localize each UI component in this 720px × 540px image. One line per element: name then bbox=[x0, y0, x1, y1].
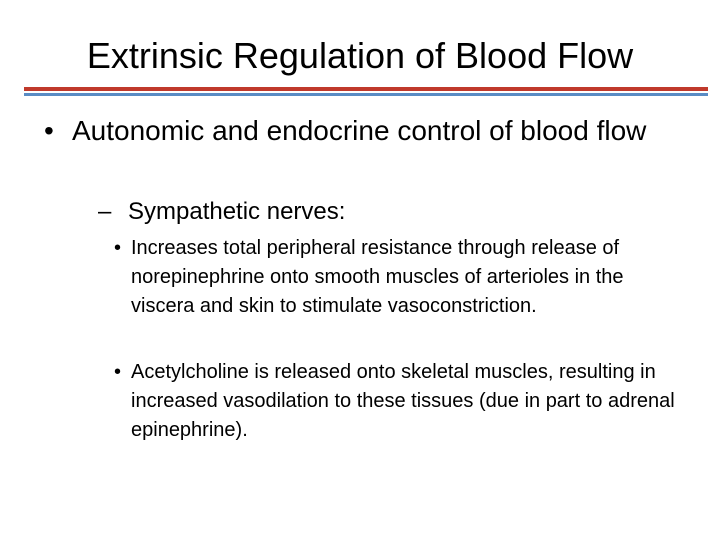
bullet-level3-item bbox=[114, 358, 689, 445]
bullet-level1-text: Autonomic and endocrine control of blood flow bbox=[72, 115, 647, 146]
bullet-dot-icon: • bbox=[114, 361, 122, 383]
bullet-level3-item bbox=[114, 234, 689, 321]
bullet-dash-icon: – bbox=[98, 198, 112, 225]
bullet-level3-text: Acetylcholine is released onto skeletal muscles, resulting in increased vasodilation to these tissues (due in part to adrenal epinephrine). bbox=[131, 361, 675, 441]
bullet-level2 bbox=[98, 197, 678, 227]
bullet-dot-icon: • bbox=[114, 237, 122, 259]
bullet-dot-icon: • bbox=[44, 115, 54, 146]
bullet-level2-text: Sympathetic nerves: bbox=[128, 198, 346, 225]
bullet-level3-text: Increases total peripheral resistance through release of norepinephrine onto smooth muscles of arterioles in the viscera and skin to stimulate vasoconstriction. bbox=[131, 237, 624, 317]
title-underline-blue bbox=[24, 93, 708, 96]
slide-title: Extrinsic Regulation of Blood Flow bbox=[86, 35, 634, 76]
bullet-level1 bbox=[44, 114, 688, 148]
